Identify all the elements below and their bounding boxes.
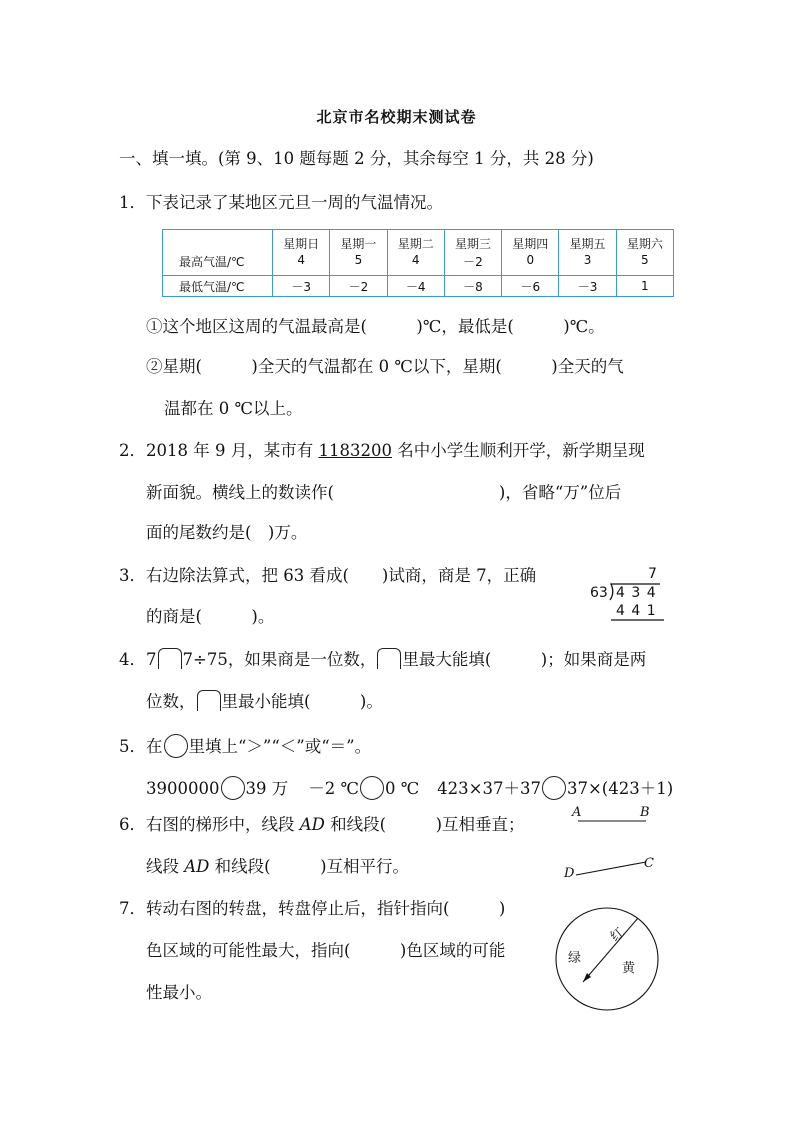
question-2-line-2: 新面貌。横线上的数读作( )，省略“万”位后	[146, 483, 622, 502]
question-3-line-2: 的商是( )。	[146, 607, 275, 626]
blank-box	[197, 690, 221, 711]
table-cell: －4	[387, 276, 444, 297]
q6-text-d: 和线段( )互相平行。	[209, 857, 410, 876]
table-header-cell: 星期一	[330, 230, 387, 254]
label-c: C	[644, 856, 654, 871]
table-cell: 3	[559, 253, 616, 276]
blank-box	[377, 648, 401, 669]
q4-text-b: 7÷75，如果商是一位数，	[182, 650, 377, 669]
spinner-figure	[554, 906, 660, 1012]
blank-circle	[542, 776, 566, 800]
label-b: B	[640, 805, 650, 820]
question-3-line-1: 3．右边除法算式，把 63 看成( )试商，商是 7，正确	[119, 566, 537, 585]
question-4-line-2	[146, 690, 383, 713]
q4-text-a: 4．7	[119, 650, 157, 669]
long-division	[590, 566, 670, 626]
question-7-line-1: 7．转动右图的转盘，转盘停止后，指针指向( )	[119, 899, 506, 918]
table-cell: 1	[616, 276, 673, 297]
question-1-part-2-cont: 温都在 0 ℃以上。	[164, 399, 303, 418]
segment-ad: AD	[299, 815, 325, 834]
table-cell: －3	[559, 276, 616, 297]
q5-text-b: 里填上“＞”“＜”或“＝”。	[188, 737, 372, 756]
table-cell: 4	[273, 253, 330, 276]
question-5-line-2	[146, 776, 673, 800]
table-row	[163, 253, 674, 276]
table-cell: 4	[387, 253, 444, 276]
question-2-line-3: 面的尾数约是( )万。	[146, 523, 308, 542]
q6-text-b: 和线段( )互相垂直；	[324, 815, 525, 834]
division-dividend: 4 3 4	[616, 585, 657, 601]
table-header-cell: 星期六	[616, 230, 673, 254]
table-cell: 0	[502, 253, 559, 276]
label-d: D	[564, 866, 575, 881]
spinner-label-yellow: 黄	[622, 961, 636, 976]
q6-text-c: 线段	[146, 857, 185, 876]
table-cell: 5	[616, 253, 673, 276]
division-quotient: 7	[648, 566, 657, 582]
label-a: A	[572, 805, 582, 820]
question-1-part-2: ②星期( )全天的气温都在 0 ℃以下，星期( )全天的气	[146, 357, 624, 376]
table-header-cell: 星期五	[559, 230, 616, 254]
question-1-stem: 1．下表记录了某地区元旦一周的气温情况。	[119, 193, 443, 212]
compare-1-right: 39 万	[245, 779, 289, 798]
q6-text-a: 6．右图的梯形中，线段	[119, 815, 300, 834]
spinner-label-green: 绿	[568, 951, 582, 966]
division-bracket	[590, 566, 670, 626]
q4-text-e: 里最小能填( )。	[221, 692, 383, 711]
table-header-cell: 星期四	[502, 230, 559, 254]
blank-box	[158, 648, 182, 669]
q2-text-post: 名中小学生顺利开学，新学期呈现	[391, 441, 645, 460]
q4-text-d: 位数，	[146, 692, 196, 711]
question-5-line-1	[119, 734, 371, 758]
question-7-line-2: 色区域的可能性最大，指向( )色区域的可能	[146, 941, 506, 960]
row-label: 最低气温/℃	[163, 276, 273, 297]
trapezoid-figure	[560, 800, 670, 890]
compare-2-left: －2 ℃	[308, 779, 359, 798]
division-divisor: 63	[590, 585, 608, 601]
table-cell: －2	[330, 276, 387, 297]
table-cell: －6	[502, 276, 559, 297]
blank-circle	[164, 734, 188, 758]
temperature-table	[162, 229, 674, 297]
compare-2-right: 0 ℃	[384, 779, 420, 798]
blank-circle	[221, 776, 245, 800]
compare-3-right: 37×(423＋1)	[566, 779, 674, 798]
question-6-line-2	[146, 856, 409, 878]
table-header-cell: 星期日	[273, 230, 330, 254]
question-7-line-3: 性最小。	[146, 983, 212, 1002]
segment-ad: AD	[184, 857, 210, 876]
q4-text-c: 里最大能填( )；如果商是两	[402, 650, 647, 669]
question-1-part-1: ①这个地区这周的气温最高是( )℃，最低是( )℃。	[146, 317, 605, 336]
table-cell: －2	[444, 253, 501, 276]
table-corner	[163, 230, 273, 254]
spinner-label-red: 红	[607, 925, 628, 945]
table-header-row	[163, 230, 674, 254]
question-4-line-1	[119, 648, 646, 671]
division-product: 4 4 1	[616, 603, 657, 619]
q5-text-a: 5．在	[119, 737, 163, 756]
underlined-number: 1183200	[318, 441, 392, 460]
table-cell: －3	[273, 276, 330, 297]
q2-text-pre: 2．2018 年 9 月，某市有	[119, 441, 319, 460]
table-header-cell: 星期二	[387, 230, 444, 254]
question-2-line-1	[119, 440, 645, 462]
compare-3-left: 423×37＋37	[437, 779, 541, 798]
page-title: 北京市名校期末测试卷	[316, 108, 477, 126]
question-6-line-1	[119, 814, 525, 836]
blank-circle	[360, 776, 384, 800]
table-header-cell: 星期三	[444, 230, 501, 254]
compare-1-left: 3900000	[146, 779, 220, 798]
table-row	[163, 276, 674, 297]
table-cell: －8	[444, 276, 501, 297]
row-label: 最高气温/℃	[179, 255, 245, 269]
table-cell: 5	[330, 253, 387, 276]
section-heading: 一、填一填。(第 9、10 题每题 2 分，其余每空 1 分，共 28 分)	[119, 149, 594, 168]
